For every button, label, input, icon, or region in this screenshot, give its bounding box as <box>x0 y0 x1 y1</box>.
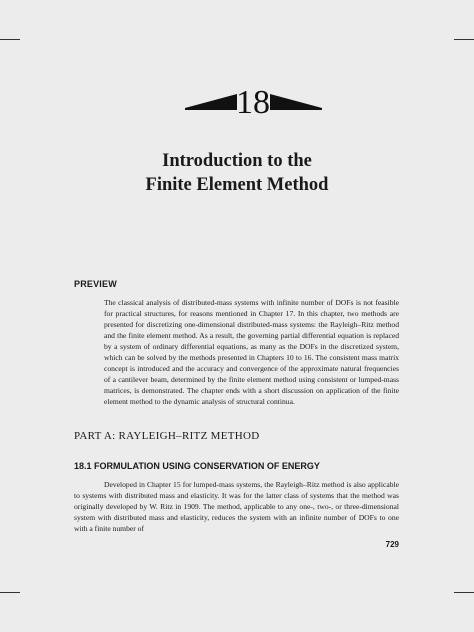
right-wedge-ornament <box>270 82 322 112</box>
crop-mark-top-left <box>0 39 20 40</box>
chapter-title-line-1: Introduction to the <box>162 151 312 171</box>
page-number: 729 <box>385 540 399 549</box>
part-heading: PART A: RAYLEIGH–RITZ METHOD <box>74 430 260 442</box>
chapter-number: 18 <box>236 84 270 121</box>
crop-mark-top-right <box>454 39 474 40</box>
crop-mark-bottom-left <box>0 592 20 593</box>
crop-mark-bottom-right <box>454 592 474 593</box>
chapter-number-ornament <box>185 82 320 126</box>
preview-paragraph: The classical analysis of distributed-mass systems with infinite number of DOFs is not feasible for practical structures, for reasons mentioned in Chapter 17. In this chapter, two methods are presented for discretizing one-dimensional distributed-mass systems: the Rayleigh–Ritz method and the finite element method. As a result, the governing partial differential equation is replaced by a system of ordinary differential equations, as many as the DOFs in the discretized system, which can be solved by the methods presented in Chapters 10 to 16. The consistent mass matrix concept is introduced and the accuracy and convergence of the approximate natural frequencies of a cantilever beam, determined by the finite element method using consistent or lumped-mass matrices, is demonstrated. The chapter ends with a short discussion on application of the finite element method to the dynamic analysis of structural continua. <box>104 298 399 407</box>
left-wedge-ornament <box>185 82 237 112</box>
section-paragraph: Developed in Chapter 15 for lumped-mass systems, the Rayleigh–Ritz method is also applicable to systems with distributed mass and elasticity. It was for the latter class of systems that the method was originally developed by W. Ritz in 1909. The method, applicable to any one-, two-, or three-dimensional system with distributed mass and elasticity, reduces the system with an infinite number of DOFs to one with a finite number of <box>74 480 399 534</box>
chapter-title-line-2: Finite Element Method <box>145 175 329 195</box>
preview-heading: PREVIEW <box>74 279 117 289</box>
section-heading: 18.1 FORMULATION USING CONSERVATION OF ENERGY <box>74 461 320 471</box>
